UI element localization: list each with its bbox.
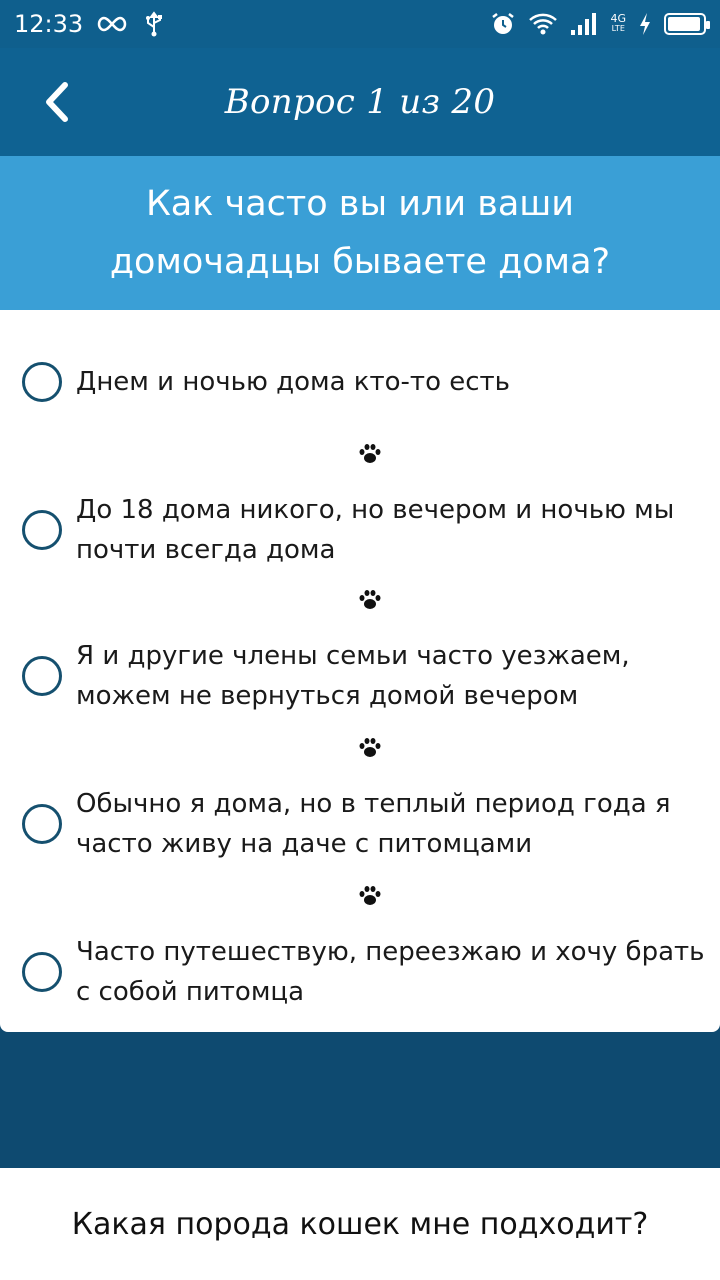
- charging-icon: [638, 12, 652, 36]
- app-bar: [0, 48, 720, 156]
- chevron-left-icon: [41, 81, 71, 123]
- status-time: 12:33: [14, 10, 84, 38]
- question-text: Как часто вы или ваши домочадцы бываете дома?: [109, 184, 611, 282]
- option-4[interactable]: [0, 784, 720, 864]
- infinity-icon: [97, 15, 131, 33]
- alarm-icon: [490, 11, 516, 37]
- page-title: Вопрос 1 из 20: [224, 82, 496, 122]
- paw-icon: [358, 736, 382, 760]
- radio-button[interactable]: [22, 362, 62, 402]
- question-header: [0, 156, 720, 310]
- option-label: До 18 дома никого, но вечером и ночью мы почти всегда дома: [76, 495, 675, 565]
- wifi-icon: [528, 12, 558, 36]
- 4g-lte-icon: 4G LTE: [610, 12, 626, 33]
- option-label: Днем и ночью дома кто-то есть: [76, 367, 511, 397]
- radio-button[interactable]: [22, 804, 62, 844]
- battery-icon: [664, 13, 706, 35]
- paw-icon: [358, 442, 382, 466]
- option-1[interactable]: [0, 362, 720, 402]
- status-bar: [0, 0, 720, 48]
- battery-fill: [668, 17, 700, 31]
- quiz-title: Какая порода кошек мне подходит?: [71, 1206, 649, 1242]
- radio-button[interactable]: [22, 952, 62, 992]
- option-label: Я и другие члены семьи часто уезжаем, можем не вернуться домой вечером: [76, 641, 630, 711]
- bottom-bar: [0, 1168, 720, 1280]
- option-label: Обычно я дома, но в теплый период года я часто живу на даче с питомцами: [76, 789, 671, 859]
- paw-icon: [358, 588, 382, 612]
- radio-button[interactable]: [22, 510, 62, 550]
- option-label: Часто путешествую, переезжаю и хочу брать с собой питомца: [76, 937, 705, 1007]
- background-band: [0, 1032, 720, 1168]
- option-2[interactable]: [0, 490, 720, 570]
- paw-icon: [358, 884, 382, 908]
- options-card: [0, 310, 720, 1032]
- signal-icon: [570, 12, 598, 36]
- back-button[interactable]: [28, 74, 84, 130]
- usb-icon: [145, 11, 163, 37]
- option-5[interactable]: [0, 932, 720, 1012]
- radio-button[interactable]: [22, 656, 62, 696]
- option-3[interactable]: [0, 636, 720, 716]
